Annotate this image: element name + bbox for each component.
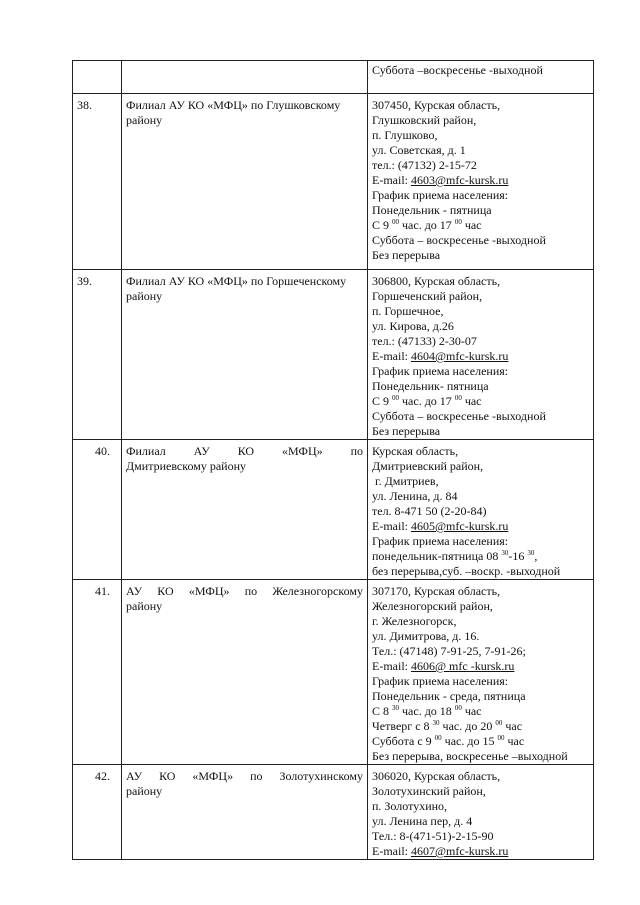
row-number: 40. — [73, 440, 122, 580]
address-line: Горшеченский район, — [372, 289, 483, 303]
address-line: г. Железногорск, — [372, 614, 457, 628]
branch-name-line2: району — [126, 784, 163, 798]
row-number: 41. — [73, 580, 122, 765]
email-link[interactable]: 4606@ mfc -kursk.ru — [411, 659, 515, 673]
branches-table — [72, 60, 594, 860]
email-line — [372, 844, 589, 859]
email-link[interactable]: 4604@mfc-kursk.ru — [411, 349, 509, 363]
schedule-days: Понедельник - пятница — [372, 203, 492, 217]
email-line — [372, 173, 589, 188]
branch-name-line2: Дмитриевскому району — [126, 459, 247, 473]
schedule-title: График приема населения: — [372, 674, 509, 688]
email-link[interactable]: 4607@mfc-kursk.ru — [411, 844, 509, 858]
phone-line: Тел.: 8-(471-51)-2-15-90 — [372, 829, 494, 843]
table-row — [73, 61, 594, 94]
info-cell — [368, 580, 594, 765]
weekend-text: Суббота – воскресенье -выходной — [372, 409, 546, 423]
address-line: 307450, Курская область, — [372, 98, 501, 112]
email-label: E-mail: — [372, 173, 411, 187]
phone-line: тел.: (47132) 2-15-72 — [372, 158, 477, 172]
row-number: 39. — [73, 270, 122, 440]
address-line: п. Золотухино, — [372, 799, 448, 813]
info-cell — [368, 94, 594, 270]
info-cell — [368, 765, 594, 860]
address-line: ул. Кирова, д.26 — [372, 319, 454, 333]
email-label: E-mail: — [372, 659, 411, 673]
schedule-title: График приема населения: — [372, 188, 509, 202]
address-line: 306020, Курская область, — [372, 769, 501, 783]
address-line: Курская область, — [372, 444, 459, 458]
weekend-text: Суббота – воскресенье -выходной — [372, 233, 546, 247]
phone-line: Тел.: (47148) 7-91-25, 7-91-26; — [372, 644, 526, 658]
address-line: п. Глушково, — [372, 128, 438, 142]
thursday-hours: Четверг с 8 $^{30}$ час. до 20 $^{00}$ час — [372, 719, 523, 733]
address-line: ул. Советская, д. 1 — [372, 143, 466, 157]
info-cell — [368, 440, 594, 580]
saturday-hours: Суббота с 9 $^{00}$ час. до 15 $^{00}$ час — [372, 734, 525, 748]
branch-name: Филиал АУ КО «МФЦ» по Глушковскому району — [122, 94, 368, 270]
address-line: Дмитриевский район, — [372, 459, 484, 473]
branch-name: Филиал АУ КО «МФЦ» по Горшеченскому району — [122, 270, 368, 440]
name-cell — [122, 61, 368, 94]
row-number: 38. — [73, 94, 122, 270]
phone-line: тел. 8-471 50 (2-20-84) — [372, 504, 487, 518]
break-text: Без перерыва — [372, 248, 441, 262]
break-text: Без перерыва, воскресенье –выходной — [372, 749, 568, 763]
branch-name — [122, 440, 368, 580]
schedule-hours: С 9 $^{00}$ час. до 17 $^{00}$ час — [372, 394, 482, 408]
address-line: Железногорский район, — [372, 599, 493, 613]
address-line: ул. Ленина пер, д. 4 — [372, 814, 473, 828]
branch-name-line1: Филиал АУ КО «МФЦ» по — [126, 444, 363, 458]
email-label: E-mail: — [372, 519, 411, 533]
schedule-hours: понедельник-пятница 08 $^{30}$-16 $^{30}$, — [372, 549, 538, 563]
email-label: E-mail: — [372, 349, 411, 363]
branch-name-line1: АУ КО «МФЦ» по Золотухинскому — [126, 769, 363, 783]
info-cell — [368, 61, 594, 94]
table-row — [73, 270, 594, 440]
address-line: Золотухинский район, — [372, 784, 486, 798]
table-row — [73, 94, 594, 270]
num-cell — [73, 61, 122, 94]
branch-name-line2: району — [126, 599, 163, 613]
email-line — [372, 519, 589, 534]
address-line: 306800, Курская область, — [372, 274, 501, 288]
email-label: E-mail: — [372, 844, 411, 858]
email-link[interactable]: 4605@mfc-kursk.ru — [411, 519, 509, 533]
address-line: 307170, Курская область, — [372, 584, 501, 598]
table-row — [73, 765, 594, 860]
address-line: Глушковский район, — [372, 113, 477, 127]
branch-name — [122, 765, 368, 860]
branch-name-line1: АУ КО «МФЦ» по Железногорскому — [126, 584, 363, 598]
table-row — [73, 440, 594, 580]
break-text: Без перерыва — [372, 424, 441, 438]
email-link[interactable]: 4603@mfc-kursk.ru — [411, 173, 509, 187]
email-line — [372, 659, 589, 674]
schedule-hours: С 9 $^{00}$ час. до 17 $^{00}$ час — [372, 218, 482, 232]
info-cell — [368, 270, 594, 440]
address-line: г. Дмитриев, — [372, 474, 439, 488]
weekend-text: Суббота –воскресенье -выходной — [372, 63, 543, 77]
table-row — [73, 580, 594, 765]
email-line — [372, 349, 589, 364]
address-line: ул. Димитрова, д. 16. — [372, 629, 480, 643]
branch-name — [122, 580, 368, 765]
address-line: ул. Ленина, д. 84 — [372, 489, 458, 503]
schedule-days: Понедельник- пятница — [372, 379, 489, 393]
schedule-title: График приема населения: — [372, 534, 509, 548]
address-line: п. Горшечное, — [372, 304, 444, 318]
schedule-days: Понедельник - среда, пятница — [372, 689, 526, 703]
schedule-title: График приема населения: — [372, 364, 509, 378]
phone-line: тел.: (47133) 2-30-07 — [372, 334, 477, 348]
schedule-hours: С 8 $^{30}$ час. до 18 $^{00}$ час — [372, 704, 482, 718]
row-number: 42. — [73, 765, 122, 860]
break-text: без перерыва,суб. –воскр. -выходной — [372, 564, 561, 578]
